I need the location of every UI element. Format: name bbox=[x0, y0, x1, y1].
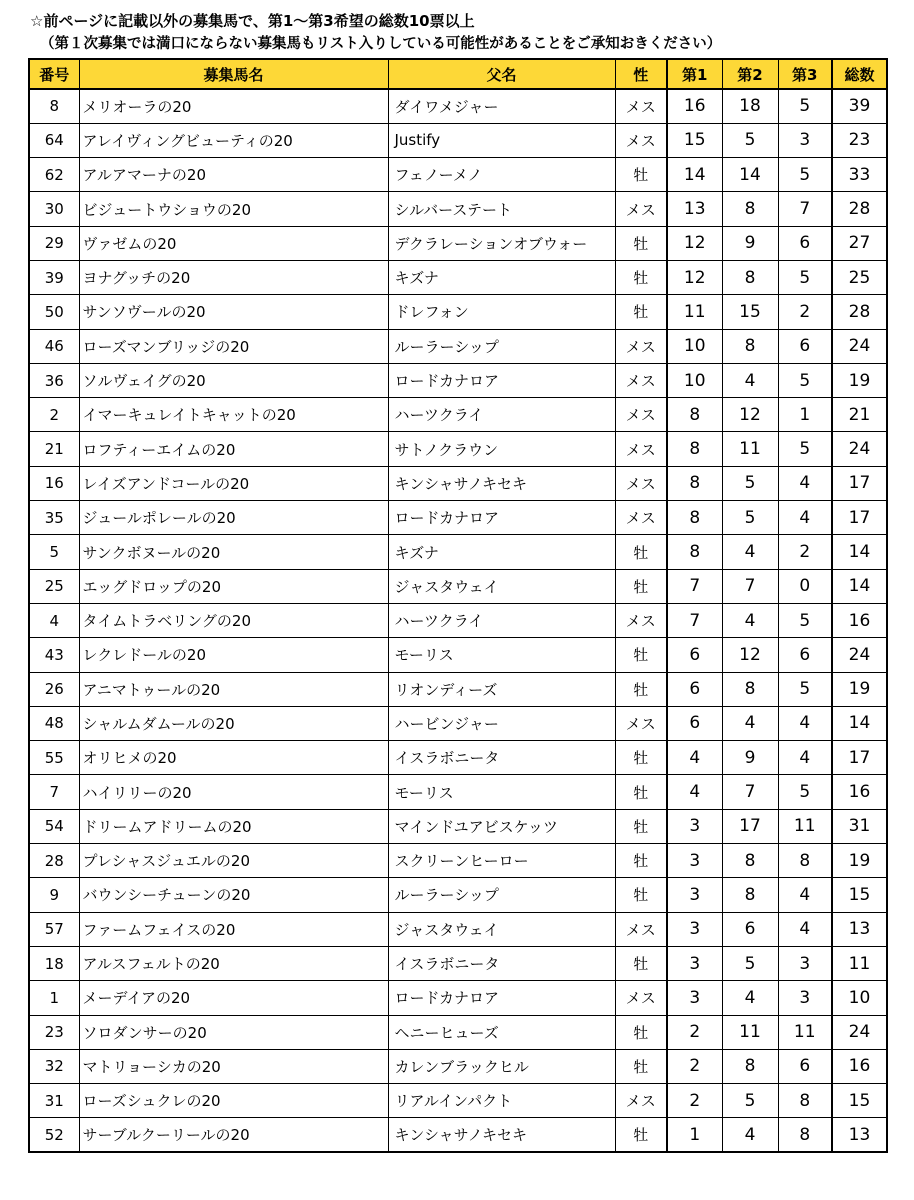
cell-sire-name: ジャスタウェイ bbox=[388, 569, 615, 603]
cell-vote-2: 9 bbox=[722, 741, 778, 775]
cell-vote-3: 5 bbox=[778, 158, 832, 192]
cell-vote-1: 10 bbox=[667, 329, 722, 363]
cell-total: 24 bbox=[832, 432, 887, 466]
cell-sire-name: キズナ bbox=[388, 260, 615, 294]
cell-horse-name: アニマトゥールの20 bbox=[79, 672, 388, 706]
table-row bbox=[29, 1049, 887, 1083]
cell-no: 30 bbox=[29, 192, 79, 226]
cell-vote-2: 5 bbox=[722, 466, 778, 500]
header-no: 番号 bbox=[29, 59, 79, 89]
header-vote-2: 第2 bbox=[722, 59, 778, 89]
cell-vote-1: 10 bbox=[667, 363, 722, 397]
cell-sex: メス bbox=[615, 1084, 667, 1118]
cell-no: 18 bbox=[29, 946, 79, 980]
cell-sire-name: ドレフォン bbox=[388, 295, 615, 329]
cell-total: 27 bbox=[832, 226, 887, 260]
cell-total: 14 bbox=[832, 569, 887, 603]
cell-total: 19 bbox=[832, 672, 887, 706]
cell-vote-3: 5 bbox=[778, 775, 832, 809]
cell-vote-2: 5 bbox=[722, 501, 778, 535]
cell-horse-name: ローズマンブリッジの20 bbox=[79, 329, 388, 363]
cell-vote-3: 8 bbox=[778, 844, 832, 878]
cell-vote-2: 4 bbox=[722, 363, 778, 397]
table-row bbox=[29, 192, 887, 226]
cell-sex: 牡 bbox=[615, 946, 667, 980]
cell-vote-3: 4 bbox=[778, 501, 832, 535]
cell-horse-name: ソロダンサーの20 bbox=[79, 1015, 388, 1049]
cell-no: 48 bbox=[29, 706, 79, 740]
cell-sire-name: ハーツクライ bbox=[388, 398, 615, 432]
cell-no: 29 bbox=[29, 226, 79, 260]
cell-vote-2: 5 bbox=[722, 123, 778, 157]
cell-sire-name: ジャスタウェイ bbox=[388, 912, 615, 946]
cell-no: 50 bbox=[29, 295, 79, 329]
table-row bbox=[29, 329, 887, 363]
cell-total: 16 bbox=[832, 1049, 887, 1083]
cell-no: 46 bbox=[29, 329, 79, 363]
cell-sire-name: ロードカナロア bbox=[388, 981, 615, 1015]
cell-total: 11 bbox=[832, 946, 887, 980]
cell-horse-name: ハイリリーの20 bbox=[79, 775, 388, 809]
cell-horse-name: エッグドロップの20 bbox=[79, 569, 388, 603]
cell-total: 10 bbox=[832, 981, 887, 1015]
cell-vote-3: 1 bbox=[778, 398, 832, 432]
cell-total: 24 bbox=[832, 1015, 887, 1049]
cell-sex: メス bbox=[615, 501, 667, 535]
cell-vote-2: 17 bbox=[722, 809, 778, 843]
cell-total: 15 bbox=[832, 878, 887, 912]
cell-vote-3: 3 bbox=[778, 123, 832, 157]
cell-vote-1: 2 bbox=[667, 1084, 722, 1118]
cell-vote-1: 3 bbox=[667, 946, 722, 980]
cell-horse-name: サンクボヌールの20 bbox=[79, 535, 388, 569]
cell-sire-name: ハービンジャー bbox=[388, 706, 615, 740]
cell-sex: 牡 bbox=[615, 809, 667, 843]
cell-total: 28 bbox=[832, 295, 887, 329]
header-sex: 性 bbox=[615, 59, 667, 89]
cell-vote-1: 6 bbox=[667, 672, 722, 706]
cell-no: 54 bbox=[29, 809, 79, 843]
cell-total: 19 bbox=[832, 844, 887, 878]
table-row bbox=[29, 1084, 887, 1118]
cell-sire-name: モーリス bbox=[388, 775, 615, 809]
cell-horse-name: アレイヴィングビューティの20 bbox=[79, 123, 388, 157]
cell-no: 55 bbox=[29, 741, 79, 775]
table-row bbox=[29, 844, 887, 878]
cell-vote-1: 14 bbox=[667, 158, 722, 192]
cell-total: 23 bbox=[832, 123, 887, 157]
cell-vote-3: 4 bbox=[778, 912, 832, 946]
cell-no: 7 bbox=[29, 775, 79, 809]
header-name: 募集馬名 bbox=[79, 59, 388, 89]
cell-vote-3: 5 bbox=[778, 260, 832, 294]
cell-sex: メス bbox=[615, 912, 667, 946]
cell-sire-name: モーリス bbox=[388, 638, 615, 672]
cell-total: 24 bbox=[832, 638, 887, 672]
table-row bbox=[29, 706, 887, 740]
header-row bbox=[29, 59, 887, 89]
cell-sire-name: キズナ bbox=[388, 535, 615, 569]
cell-sex: メス bbox=[615, 398, 667, 432]
cell-sex: 牡 bbox=[615, 226, 667, 260]
cell-no: 28 bbox=[29, 844, 79, 878]
cell-sire-name: キンシャサノキセキ bbox=[388, 1118, 615, 1152]
cell-vote-1: 12 bbox=[667, 260, 722, 294]
cell-total: 16 bbox=[832, 603, 887, 637]
cell-vote-2: 12 bbox=[722, 638, 778, 672]
table-row bbox=[29, 398, 887, 432]
cell-horse-name: ドリームアドリームの20 bbox=[79, 809, 388, 843]
table-row bbox=[29, 878, 887, 912]
cell-sire-name: イスラボニータ bbox=[388, 946, 615, 980]
cell-total: 24 bbox=[832, 329, 887, 363]
cell-vote-3: 11 bbox=[778, 809, 832, 843]
cell-total: 13 bbox=[832, 912, 887, 946]
cell-vote-1: 4 bbox=[667, 775, 722, 809]
cell-horse-name: ロフティーエイムの20 bbox=[79, 432, 388, 466]
cell-sex: 牡 bbox=[615, 741, 667, 775]
cell-horse-name: ローズシュクレの20 bbox=[79, 1084, 388, 1118]
cell-vote-1: 1 bbox=[667, 1118, 722, 1152]
cell-vote-1: 8 bbox=[667, 501, 722, 535]
cell-total: 25 bbox=[832, 260, 887, 294]
cell-vote-2: 4 bbox=[722, 1118, 778, 1152]
cell-vote-3: 5 bbox=[778, 603, 832, 637]
cell-vote-3: 6 bbox=[778, 1049, 832, 1083]
table-row bbox=[29, 741, 887, 775]
cell-no: 1 bbox=[29, 981, 79, 1015]
cell-no: 62 bbox=[29, 158, 79, 192]
cell-vote-3: 5 bbox=[778, 432, 832, 466]
cell-vote-2: 4 bbox=[722, 706, 778, 740]
cell-total: 19 bbox=[832, 363, 887, 397]
cell-vote-1: 13 bbox=[667, 192, 722, 226]
cell-vote-2: 4 bbox=[722, 603, 778, 637]
cell-no: 21 bbox=[29, 432, 79, 466]
cell-no: 8 bbox=[29, 89, 79, 123]
cell-horse-name: バウンシーチューンの20 bbox=[79, 878, 388, 912]
cell-total: 16 bbox=[832, 775, 887, 809]
cell-sex: 牡 bbox=[615, 775, 667, 809]
table-row bbox=[29, 672, 887, 706]
cell-vote-3: 4 bbox=[778, 741, 832, 775]
cell-vote-1: 7 bbox=[667, 569, 722, 603]
cell-total: 28 bbox=[832, 192, 887, 226]
table-row bbox=[29, 775, 887, 809]
table-row bbox=[29, 569, 887, 603]
cell-sex: 牡 bbox=[615, 158, 667, 192]
cell-sire-name: サトノクラウン bbox=[388, 432, 615, 466]
cell-vote-1: 8 bbox=[667, 432, 722, 466]
cell-horse-name: レイズアンドコールの20 bbox=[79, 466, 388, 500]
table-row bbox=[29, 123, 887, 157]
cell-sire-name: リアルインパクト bbox=[388, 1084, 615, 1118]
cell-sex: 牡 bbox=[615, 295, 667, 329]
cell-sire-name: デクラレーションオブウォー bbox=[388, 226, 615, 260]
header-sire: 父名 bbox=[388, 59, 615, 89]
cell-no: 35 bbox=[29, 501, 79, 535]
cell-no: 64 bbox=[29, 123, 79, 157]
cell-vote-1: 3 bbox=[667, 878, 722, 912]
cell-vote-1: 2 bbox=[667, 1015, 722, 1049]
cell-no: 23 bbox=[29, 1015, 79, 1049]
cell-horse-name: サンソヴールの20 bbox=[79, 295, 388, 329]
table-row bbox=[29, 363, 887, 397]
cell-vote-1: 15 bbox=[667, 123, 722, 157]
vote-table bbox=[28, 58, 888, 1153]
cell-vote-3: 3 bbox=[778, 946, 832, 980]
cell-sire-name: フェノーメノ bbox=[388, 158, 615, 192]
cell-horse-name: サーブルクーリールの20 bbox=[79, 1118, 388, 1152]
cell-total: 17 bbox=[832, 466, 887, 500]
cell-horse-name: メリオーラの20 bbox=[79, 89, 388, 123]
cell-sex: メス bbox=[615, 432, 667, 466]
cell-vote-3: 5 bbox=[778, 363, 832, 397]
cell-vote-2: 8 bbox=[722, 329, 778, 363]
cell-sire-name: シルバーステート bbox=[388, 192, 615, 226]
cell-horse-name: アルアマーナの20 bbox=[79, 158, 388, 192]
cell-vote-3: 4 bbox=[778, 878, 832, 912]
cell-horse-name: レクレドールの20 bbox=[79, 638, 388, 672]
cell-vote-3: 7 bbox=[778, 192, 832, 226]
cell-vote-3: 8 bbox=[778, 1118, 832, 1152]
cell-sex: メス bbox=[615, 123, 667, 157]
table-row bbox=[29, 535, 887, 569]
table-row bbox=[29, 260, 887, 294]
cell-sire-name: ロードカナロア bbox=[388, 363, 615, 397]
cell-sex: メス bbox=[615, 981, 667, 1015]
cell-sire-name: カレンブラックヒル bbox=[388, 1049, 615, 1083]
cell-total: 14 bbox=[832, 535, 887, 569]
cell-vote-1: 3 bbox=[667, 912, 722, 946]
cell-vote-3: 4 bbox=[778, 706, 832, 740]
cell-no: 52 bbox=[29, 1118, 79, 1152]
cell-vote-1: 3 bbox=[667, 844, 722, 878]
cell-total: 33 bbox=[832, 158, 887, 192]
cell-horse-name: ヨナグッチの20 bbox=[79, 260, 388, 294]
table-row bbox=[29, 638, 887, 672]
cell-total: 14 bbox=[832, 706, 887, 740]
cell-sire-name: ハーツクライ bbox=[388, 603, 615, 637]
table-row bbox=[29, 295, 887, 329]
cell-vote-3: 0 bbox=[778, 569, 832, 603]
cell-no: 5 bbox=[29, 535, 79, 569]
cell-horse-name: マトリョーシカの20 bbox=[79, 1049, 388, 1083]
cell-vote-2: 15 bbox=[722, 295, 778, 329]
cell-vote-2: 8 bbox=[722, 260, 778, 294]
cell-no: 57 bbox=[29, 912, 79, 946]
cell-total: 17 bbox=[832, 741, 887, 775]
cell-vote-3: 6 bbox=[778, 226, 832, 260]
cell-horse-name: オリヒメの20 bbox=[79, 741, 388, 775]
caption-line-2: （第１次募集では満口にならない募集馬もリスト入りしている可能性があることをご承知おきください） bbox=[40, 36, 722, 52]
cell-total: 39 bbox=[832, 89, 887, 123]
cell-sire-name: ダイワメジャー bbox=[388, 89, 615, 123]
cell-vote-3: 2 bbox=[778, 535, 832, 569]
cell-vote-3: 6 bbox=[778, 638, 832, 672]
cell-vote-3: 3 bbox=[778, 981, 832, 1015]
cell-sex: メス bbox=[615, 363, 667, 397]
cell-no: 25 bbox=[29, 569, 79, 603]
table-row bbox=[29, 1015, 887, 1049]
cell-no: 31 bbox=[29, 1084, 79, 1118]
cell-vote-1: 16 bbox=[667, 89, 722, 123]
cell-horse-name: タイムトラベリングの20 bbox=[79, 603, 388, 637]
table-header bbox=[29, 59, 887, 89]
cell-sex: 牡 bbox=[615, 672, 667, 706]
cell-vote-3: 11 bbox=[778, 1015, 832, 1049]
cell-total: 17 bbox=[832, 501, 887, 535]
cell-sex: メス bbox=[615, 192, 667, 226]
cell-total: 15 bbox=[832, 1084, 887, 1118]
cell-sex: メス bbox=[615, 706, 667, 740]
cell-vote-2: 7 bbox=[722, 569, 778, 603]
cell-sire-name: リオンディーズ bbox=[388, 672, 615, 706]
cell-vote-3: 2 bbox=[778, 295, 832, 329]
cell-sex: 牡 bbox=[615, 878, 667, 912]
cell-vote-2: 11 bbox=[722, 432, 778, 466]
table-row bbox=[29, 89, 887, 123]
cell-no: 36 bbox=[29, 363, 79, 397]
cell-no: 32 bbox=[29, 1049, 79, 1083]
cell-vote-2: 18 bbox=[722, 89, 778, 123]
cell-sire-name: ルーラーシップ bbox=[388, 329, 615, 363]
cell-vote-1: 12 bbox=[667, 226, 722, 260]
cell-no: 9 bbox=[29, 878, 79, 912]
table-row bbox=[29, 809, 887, 843]
cell-vote-1: 4 bbox=[667, 741, 722, 775]
table-body bbox=[29, 89, 887, 1152]
cell-vote-2: 5 bbox=[722, 1084, 778, 1118]
cell-sex: メス bbox=[615, 466, 667, 500]
cell-vote-2: 8 bbox=[722, 672, 778, 706]
cell-vote-3: 4 bbox=[778, 466, 832, 500]
cell-vote-2: 9 bbox=[722, 226, 778, 260]
cell-sex: 牡 bbox=[615, 638, 667, 672]
cell-sex: メス bbox=[615, 89, 667, 123]
table-row bbox=[29, 432, 887, 466]
cell-sire-name: マインドユアビスケッツ bbox=[388, 809, 615, 843]
cell-horse-name: ソルヴェイグの20 bbox=[79, 363, 388, 397]
cell-horse-name: メーデイアの20 bbox=[79, 981, 388, 1015]
caption-line-1: ☆前ページに記載以外の募集馬で、第1～第3希望の総数10票以上 bbox=[30, 12, 475, 30]
cell-horse-name: ジュールポレールの20 bbox=[79, 501, 388, 535]
cell-vote-2: 4 bbox=[722, 981, 778, 1015]
cell-sex: 牡 bbox=[615, 569, 667, 603]
cell-vote-1: 2 bbox=[667, 1049, 722, 1083]
cell-sire-name: キンシャサノキセキ bbox=[388, 466, 615, 500]
cell-no: 2 bbox=[29, 398, 79, 432]
header-vote-3: 第3 bbox=[778, 59, 832, 89]
cell-no: 43 bbox=[29, 638, 79, 672]
cell-no: 4 bbox=[29, 603, 79, 637]
cell-vote-1: 3 bbox=[667, 981, 722, 1015]
cell-vote-2: 8 bbox=[722, 192, 778, 226]
cell-sire-name: スクリーンヒーロー bbox=[388, 844, 615, 878]
cell-vote-2: 8 bbox=[722, 844, 778, 878]
cell-sex: 牡 bbox=[615, 1118, 667, 1152]
table-row bbox=[29, 946, 887, 980]
cell-vote-3: 5 bbox=[778, 672, 832, 706]
cell-vote-1: 8 bbox=[667, 535, 722, 569]
table-row bbox=[29, 501, 887, 535]
cell-total: 21 bbox=[832, 398, 887, 432]
cell-horse-name: アルスフェルトの20 bbox=[79, 946, 388, 980]
cell-sire-name: Justify bbox=[388, 123, 615, 157]
cell-vote-2: 8 bbox=[722, 878, 778, 912]
cell-vote-1: 8 bbox=[667, 466, 722, 500]
cell-vote-2: 12 bbox=[722, 398, 778, 432]
header-vote-1: 第1 bbox=[667, 59, 722, 89]
cell-total: 13 bbox=[832, 1118, 887, 1152]
cell-vote-2: 11 bbox=[722, 1015, 778, 1049]
cell-horse-name: ヴァゼムの20 bbox=[79, 226, 388, 260]
cell-sire-name: イスラボニータ bbox=[388, 741, 615, 775]
cell-vote-1: 8 bbox=[667, 398, 722, 432]
cell-vote-3: 8 bbox=[778, 1084, 832, 1118]
cell-vote-2: 7 bbox=[722, 775, 778, 809]
cell-sire-name: ヘニーヒューズ bbox=[388, 1015, 615, 1049]
cell-sex: 牡 bbox=[615, 535, 667, 569]
cell-sire-name: ロードカナロア bbox=[388, 501, 615, 535]
table-row bbox=[29, 1118, 887, 1152]
cell-vote-1: 11 bbox=[667, 295, 722, 329]
table-row bbox=[29, 158, 887, 192]
cell-no: 39 bbox=[29, 260, 79, 294]
cell-sire-name: ルーラーシップ bbox=[388, 878, 615, 912]
cell-no: 16 bbox=[29, 466, 79, 500]
cell-sex: 牡 bbox=[615, 260, 667, 294]
cell-vote-1: 6 bbox=[667, 706, 722, 740]
cell-sex: メス bbox=[615, 603, 667, 637]
table-row bbox=[29, 603, 887, 637]
cell-sex: 牡 bbox=[615, 844, 667, 878]
cell-sex: 牡 bbox=[615, 1015, 667, 1049]
cell-vote-2: 14 bbox=[722, 158, 778, 192]
table-row bbox=[29, 466, 887, 500]
cell-sex: メス bbox=[615, 329, 667, 363]
cell-horse-name: ファームフェイスの20 bbox=[79, 912, 388, 946]
cell-vote-1: 6 bbox=[667, 638, 722, 672]
cell-vote-2: 6 bbox=[722, 912, 778, 946]
cell-horse-name: プレシャスジュエルの20 bbox=[79, 844, 388, 878]
cell-vote-3: 5 bbox=[778, 89, 832, 123]
cell-sex: 牡 bbox=[615, 1049, 667, 1083]
table-row bbox=[29, 981, 887, 1015]
cell-vote-3: 6 bbox=[778, 329, 832, 363]
cell-vote-1: 7 bbox=[667, 603, 722, 637]
cell-horse-name: シャルムダムールの20 bbox=[79, 706, 388, 740]
cell-total: 31 bbox=[832, 809, 887, 843]
cell-no: 26 bbox=[29, 672, 79, 706]
cell-vote-2: 8 bbox=[722, 1049, 778, 1083]
table-row bbox=[29, 226, 887, 260]
table-row bbox=[29, 912, 887, 946]
cell-vote-2: 4 bbox=[722, 535, 778, 569]
cell-horse-name: ビジュートウショウの20 bbox=[79, 192, 388, 226]
header-total: 総数 bbox=[832, 59, 887, 89]
cell-horse-name: イマーキュレイトキャットの20 bbox=[79, 398, 388, 432]
cell-vote-2: 5 bbox=[722, 946, 778, 980]
cell-vote-1: 3 bbox=[667, 809, 722, 843]
